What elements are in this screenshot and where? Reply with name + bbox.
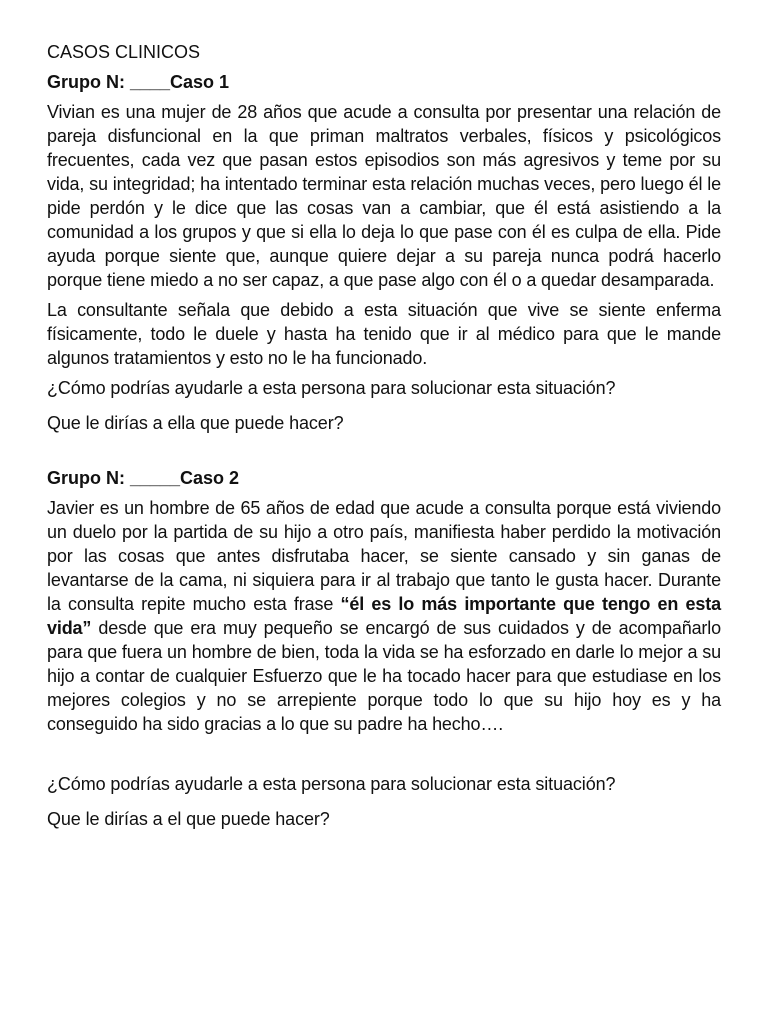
case-1-question-2: Que le dirías a ella que puede hacer? bbox=[47, 413, 344, 433]
case-2-section bbox=[47, 466, 721, 831]
case-1-paragraph-2: La consultante señala que debido a esta situación que vive se siente enferma físicamente, todo le duele y hasta ha tenido que ir al médico para que le mande algunos tratamientos y esto no le ha funcionado. bbox=[47, 300, 721, 368]
document-page bbox=[47, 40, 721, 837]
case-2-bold-quote: “él es lo más importante que tengo en esta vida” bbox=[47, 594, 721, 638]
case-2-question-2: Que le dirías a el que puede hacer? bbox=[47, 809, 330, 829]
case-1-question-1: ¿Cómo podrías ayudarle a esta persona para solucionar esta situación? bbox=[47, 378, 616, 398]
case-2-heading: Grupo N: _____Caso 2 bbox=[47, 468, 240, 488]
case-2-question-1: ¿Cómo podrías ayudarle a esta persona para solucionar esta situación? bbox=[47, 774, 616, 794]
case-1-paragraph-1: Vivian es una mujer de 28 años que acude a consulta por presentar una relación de pareja disfuncional en la que priman maltratos verbales, físicos y psicológicos frecuentes, cada vez que pasan estos episodios son más agresivos y teme por su vida, su integridad; ha intentado terminar esta relación muchas veces, pero luego él le pide perdón y le dice que las cosas van a cambiar, que él está asistiendo a la comunidad a los grupos y que si ella lo deja lo que pase con él es culpa de ella. Pide ayuda porque siente que, aunque quiere dejar a su pareja nunca podrá hacerlo porque tiene miedo a no ser capaz, a que pase algo con él o a quedar desamparada. bbox=[47, 102, 721, 290]
case-2-paragraph bbox=[47, 496, 721, 736]
case-1-heading: Grupo N: ____Caso 1 bbox=[47, 72, 230, 92]
case-1-section bbox=[47, 70, 721, 435]
document-title: CASOS CLINICOS bbox=[47, 42, 201, 62]
case-2-text-after-quote: desde que era muy pequeño se encargó de sus cuidados y de acompañarlo para que fuera un hombre de bien, toda la vida se ha esforzado en darle lo mejor a su hijo a contar de cualquier Esfuerzo que le ha tocado hacer para que estudiase en los mejores colegios y no se arrepiente porque todo lo que su hijo hoy es y ha conseguido ha sido gracias a lo que su padre ha hecho…. bbox=[47, 618, 721, 734]
case-2-text-before-quote: Javier es un hombre de 65 años de edad que acude a consulta porque está viviendo un duelo por la partida de su hijo a otro país, manifiesta haber perdido la motivación por las cosas que antes disfrutaba hacer, se siente cansado y sin ganas de levantarse de la cama, ni siquiera para ir al trabajo que tanto le gusta hacer. Durante la consulta repite mucho esta frase bbox=[47, 498, 721, 614]
